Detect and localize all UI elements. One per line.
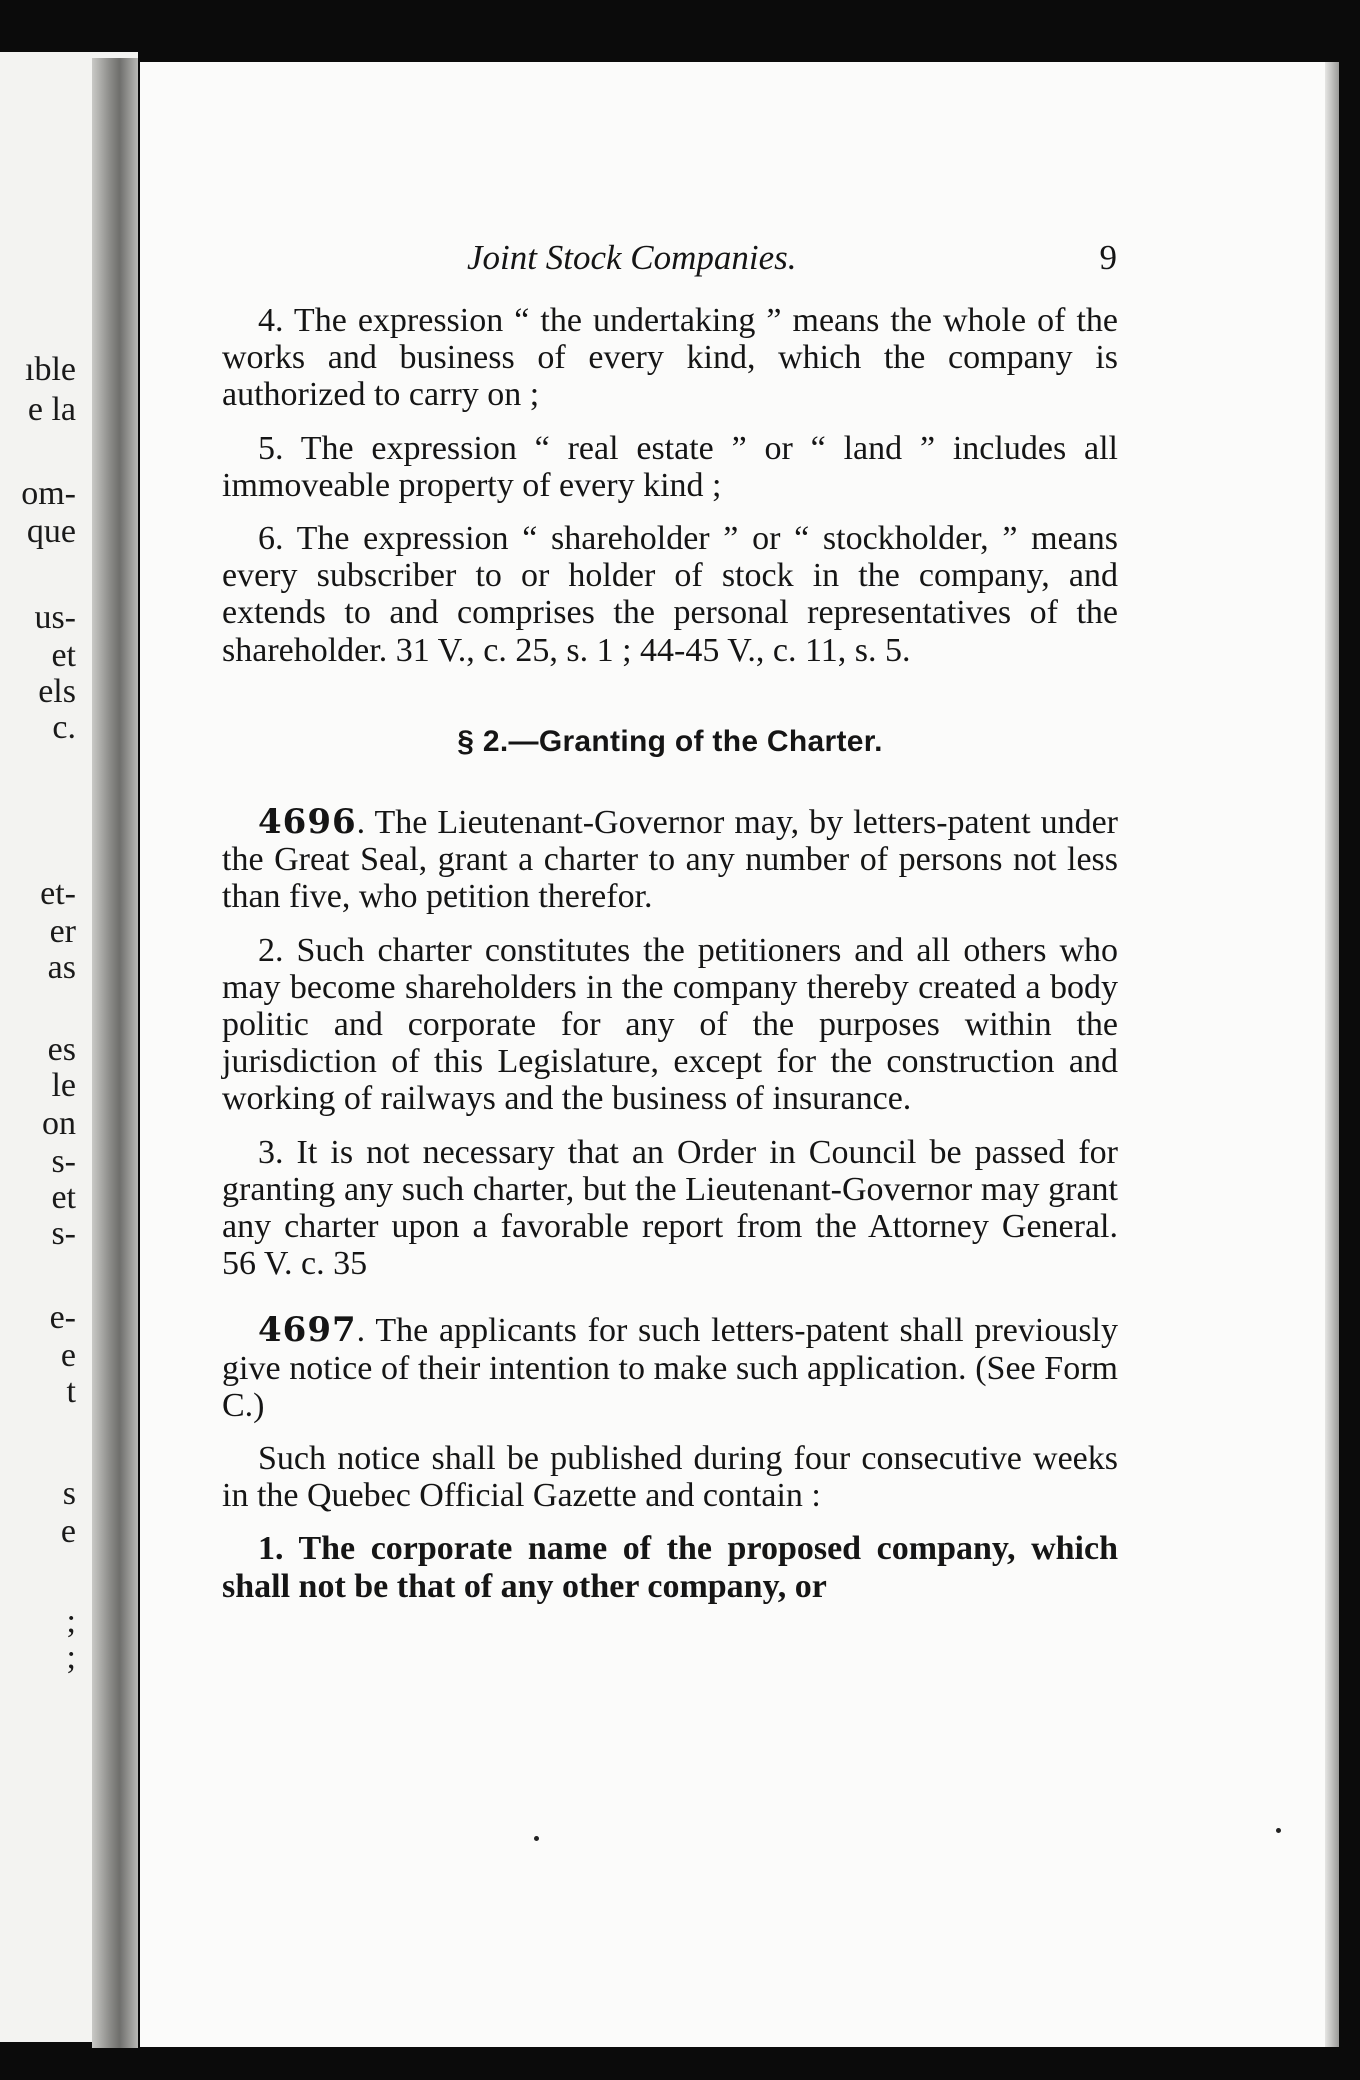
- facing-page-fragment: et: [51, 1179, 76, 1216]
- facing-page-fragment: c.: [52, 709, 76, 746]
- facing-page-fragment: as: [47, 949, 76, 986]
- article-4696: [222, 804, 1118, 916]
- list-item-1: 1. The corporate name of the proposed company, which shall not be that of any other company, or: [222, 1530, 1118, 1605]
- facing-page-fragment: ıble: [25, 351, 76, 388]
- article-4696-subsection-3: 3. It is not necessary that an Order in Council be passed for granting any such charter, but the Lieutenant-Governor may grant any charter upon a favorable report from the Attorney General. 56 V. c. 35: [222, 1133, 1118, 1283]
- facing-page-fragment: e la: [27, 391, 76, 428]
- facing-page-fragment: ;: [66, 1639, 76, 1676]
- facing-page-fragment: els: [38, 673, 76, 710]
- article-4696-subsection-2: 2. Such charter constitutes the petitioners and all others who may become shareholders in the company thereby created a body politic and corporate for any of the purposes within the jurisdiction of this Legislature, except for the construction and working of railways and the business of insurance.: [222, 931, 1118, 1118]
- paragraph-4: 4. The expression “ the undertaking ” means the whole of the works and business of every kind, which the company is authorized to carry on ;: [222, 302, 1118, 414]
- facing-page-fragment: e-: [49, 1299, 76, 1336]
- facing-page-fragment: t: [66, 1373, 76, 1410]
- facing-page-fragment: e: [60, 1513, 76, 1550]
- print-speck: [1276, 1828, 1281, 1833]
- facing-page-fragment: es: [47, 1031, 76, 1068]
- paragraph-5: 5. The expression “ real estate ” or “ land ” includes all immoveable property of every kind ;: [222, 429, 1118, 504]
- facing-page-fragment: le: [51, 1067, 76, 1104]
- facing-page-fragment: s-: [51, 1215, 76, 1252]
- section-heading: § 2.—Granting of the Charter.: [457, 724, 883, 758]
- page-body: [222, 302, 1118, 1605]
- running-head: [222, 238, 1122, 286]
- facing-page-fragment: on: [42, 1105, 76, 1142]
- facing-page-fragment: ;: [66, 1603, 76, 1640]
- book-gutter-shadow: [92, 58, 138, 2048]
- facing-page-fragment: que: [26, 513, 76, 550]
- facing-page-fragment: s: [62, 1475, 76, 1512]
- page-number: 9: [1099, 238, 1117, 277]
- article-number: 4697: [258, 1310, 357, 1351]
- article-4697: [222, 1312, 1118, 1424]
- print-speck: [534, 1836, 539, 1841]
- facing-page-fragment: et-: [40, 875, 76, 912]
- running-head-title: Joint Stock Companies.: [467, 238, 797, 277]
- facing-page-fragment: er: [49, 913, 76, 950]
- facing-page-fragment: et: [51, 637, 76, 674]
- facing-page-fragment: us-: [34, 599, 76, 636]
- notice-paragraph: Such notice shall be published during four consecutive weeks in the Quebec Official Gazette and contain :: [222, 1440, 1118, 1515]
- facing-page-fragment: s-: [51, 1143, 76, 1180]
- facing-page-fragment: om-: [21, 475, 76, 512]
- paragraph-6: 6. The expression “ shareholder ” or “ stockholder, ” means every subscriber to or holder of stock in the company, and extends to and comprises the personal representatives of the shareholder. 31 V., c. 25, s. 1 ; 44-45 V., c. 11, s. 5.: [222, 520, 1118, 669]
- page-edge-shadow: [1325, 62, 1339, 2047]
- article-text: . The Lieutenant-Governor may, by letters-patent under the Great Seal, grant a charter to any number of persons not less than five, who petition therefor.: [222, 804, 1118, 916]
- article-text: . The applicants for such letters-patent shall previously give notice of their intention to make such application. (See Form C.): [222, 1312, 1118, 1424]
- article-number: 4696: [258, 802, 357, 843]
- facing-page-fragment: e: [60, 1337, 76, 1374]
